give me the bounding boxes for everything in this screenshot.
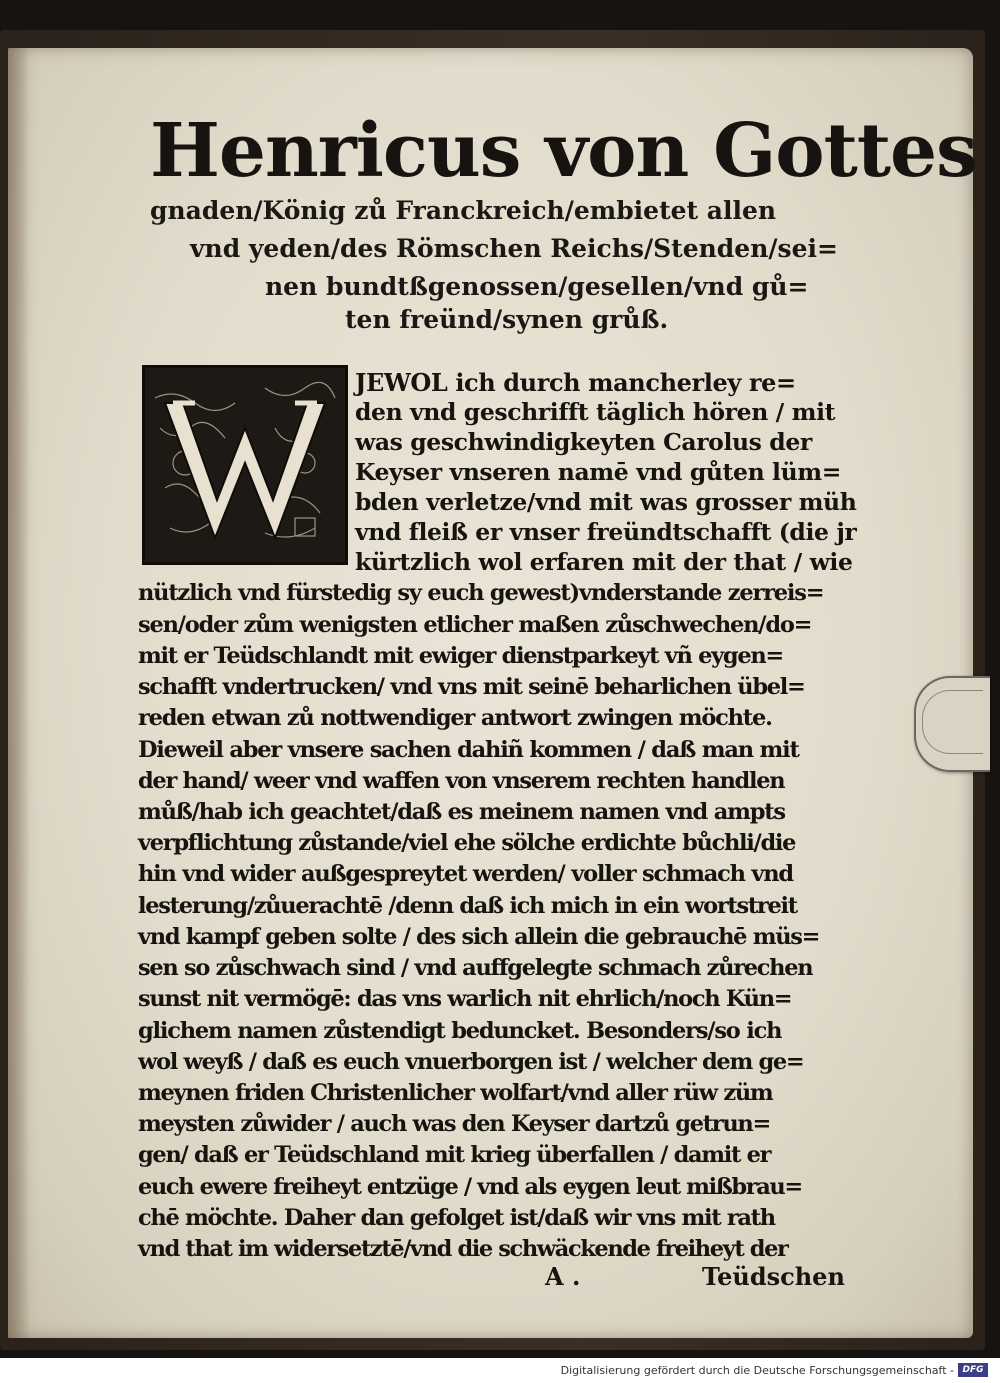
body-line: vnd kampf geben solte / des sich allein die gebrauchē müs=: [138, 924, 820, 950]
body-line: mit er Teüdschlandt mit ewiger dienstparkeyt vñ eygen=: [138, 643, 783, 669]
catchword: Teüdschen: [702, 1262, 845, 1291]
paper-clip-inner: [922, 690, 983, 754]
subtitle-line: nen bundtßgenossen/gesellen/vnd gů=: [265, 272, 809, 301]
body-line: sen so zůschwach sind / vnd auffgelegte schmach zůrechen: [138, 955, 813, 981]
body-line: glichem namen zůstendigt beduncket. Besonders/so ich: [138, 1018, 782, 1044]
body-line: reden etwan zů nottwendiger antwort zwingen möchte.: [138, 705, 772, 731]
body-line: meynen friden Christenlicher wolfart/vnd aller rüw züm: [138, 1080, 773, 1106]
body-line: Keyser vnseren namē vnd gůten lüm=: [355, 458, 842, 486]
body-line: lesterung/zůuerachtē /denn daß ich mich in ein wortstreit: [138, 893, 797, 919]
subtitle-line: ten freünd/synen grůß.: [345, 305, 669, 334]
subtitle-line: gnaden/König zů Franckreich/embietet allen: [150, 196, 777, 225]
body-line: euch ewere freiheyt entzüge / vnd als eygen leut mißbrau=: [138, 1174, 802, 1200]
body-line: sen/oder zům wenigsten etlicher maßen zůschwechen/do=: [138, 612, 812, 638]
body-line: kürtzlich wol erfaren mit der that / wie: [355, 548, 853, 576]
body-line: der hand/ weer vnd waffen von vnserem rechten handlen: [138, 768, 785, 794]
body-line: bden verletze/vnd mit was grosser müh: [355, 488, 857, 516]
page-title: Henricus von Gottes: [150, 108, 977, 194]
page-gutter-shadow: [8, 48, 30, 1338]
body-line: schafft vndertrucken/ vnd vns mit seinē beharlichen übel=: [138, 674, 805, 700]
body-line: vnd fleiß er vnser freündtschafft (die jr: [355, 518, 857, 546]
signature-mark: A .: [545, 1262, 581, 1291]
body-line: gen/ daß er Teüdschland mit krieg überfallen / damit er: [138, 1142, 771, 1168]
body-line: den vnd geschrifft täglich hören / mit: [355, 398, 836, 426]
woodcut-initial-icon: [142, 365, 348, 565]
body-line: chē möchte. Daher dan gefolget ist/daß wir vns mit rath: [138, 1205, 775, 1231]
body-line: was geschwindigkeyten Carolus der: [355, 428, 812, 456]
body-line-first: JEWOL ich durch mancherley re=: [355, 368, 796, 397]
body-line: wol weyß / daß es euch vnuerborgen ist / welcher dem ge=: [138, 1049, 804, 1075]
body-line: verpflichtung zůstande/viel ehe sölche erdichte bůchli/die: [138, 830, 796, 856]
body-line: můß/hab ich geachtet/daß es meinem namen vnd ampts: [138, 799, 785, 825]
subtitle-line: vnd yeden/des Römschen Reichs/Stenden/sei=: [190, 234, 838, 263]
body-line: hin vnd wider außgespreytet werden/ voller schmach vnd: [138, 861, 793, 887]
body-line: Dieweil aber vnsere sachen dahiñ kommen / daß man mit: [138, 737, 799, 763]
footer-credit: Digitalisierung gefördert durch die Deutsche Forschungsgemeinschaft -: [560, 1364, 954, 1377]
body-line: vnd that im widersetztē/vnd die schwäckende freiheyt der: [138, 1236, 788, 1262]
body-line: sunst nit vermögē: das vns warlich nit ehrlich/noch Kün=: [138, 986, 792, 1012]
body-line: nützlich vnd fürstedig sy euch gewest)vnderstande zerreis=: [138, 580, 824, 606]
dfg-logo-icon: DFG: [958, 1363, 988, 1377]
body-line: meysten zůwider / auch was den Keyser dartzů getrun=: [138, 1111, 771, 1137]
